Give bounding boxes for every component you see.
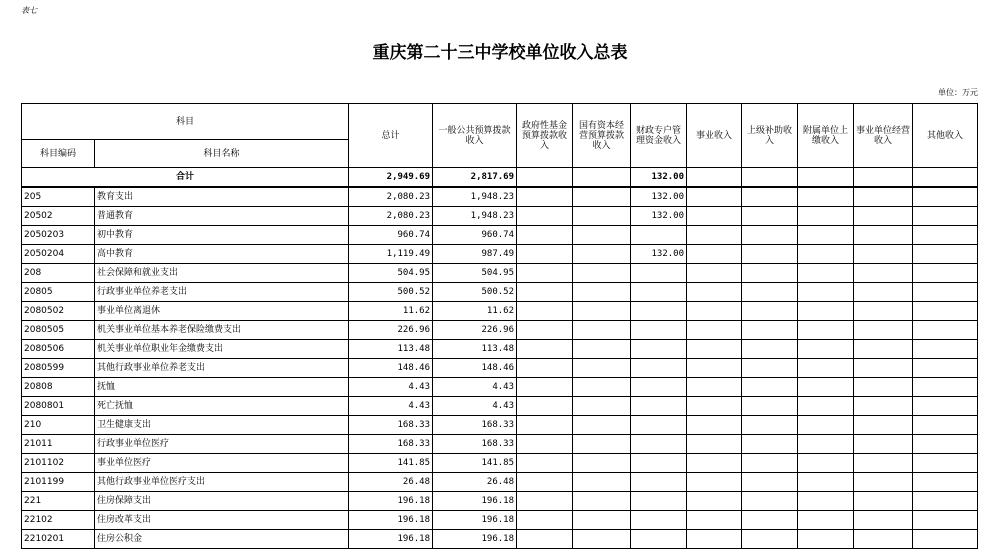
subject-code-cell: 205 xyxy=(22,187,95,207)
operating-income-cell xyxy=(854,435,913,454)
operating-income-cell xyxy=(854,321,913,340)
fiscal-special-cell xyxy=(631,283,687,302)
superior-subsidy-cell xyxy=(742,378,798,397)
total-amount-cell: 168.33 xyxy=(349,416,433,435)
business-income-cell xyxy=(687,302,742,321)
other-income-cell xyxy=(913,187,978,207)
fiscal-special-header: 财政专户管理资金收入 xyxy=(631,104,687,168)
affiliated-income-cell xyxy=(798,245,854,264)
subject-name-cell: 高中教育 xyxy=(95,245,349,264)
affiliated-income-cell xyxy=(798,435,854,454)
subject-code-cell: 2210201 xyxy=(22,530,95,549)
gov-fund-cell xyxy=(517,264,573,283)
other-income-cell xyxy=(913,226,978,245)
other-income-cell xyxy=(913,511,978,530)
affiliated-income-cell xyxy=(798,492,854,511)
operating-income-cell xyxy=(854,187,913,207)
other-income-cell xyxy=(913,359,978,378)
subject-name-cell: 普通教育 xyxy=(95,207,349,226)
operating-income-cell xyxy=(854,454,913,473)
gov-fund-cell xyxy=(517,397,573,416)
superior-subsidy-cell xyxy=(742,340,798,359)
general-budget-cell: 113.48 xyxy=(433,340,517,359)
subject-code-cell: 2050204 xyxy=(22,245,95,264)
total-amount-cell: 196.18 xyxy=(349,530,433,549)
state-capital-cell xyxy=(573,245,631,264)
general-budget-cell: 987.49 xyxy=(433,245,517,264)
affiliated-income-cell xyxy=(798,416,854,435)
gov-fund-cell xyxy=(517,435,573,454)
gov-fund-cell xyxy=(517,416,573,435)
total-amount-cell: 26.48 xyxy=(349,473,433,492)
subject-name-cell: 死亡抚恤 xyxy=(95,397,349,416)
fiscal-special-cell xyxy=(631,397,687,416)
table-row xyxy=(22,187,978,207)
operating-income-cell xyxy=(854,283,913,302)
subject-code-header: 科目编码 xyxy=(22,140,95,168)
subject-name-cell: 住房改革支出 xyxy=(95,511,349,530)
total-label: 合计 xyxy=(22,168,349,188)
state-capital-cell xyxy=(573,321,631,340)
business-income-cell xyxy=(687,511,742,530)
total-amount-cell: 2,949.69 xyxy=(349,168,433,188)
other-income-cell xyxy=(913,321,978,340)
business-income-cell xyxy=(687,378,742,397)
total-amount-cell: 504.95 xyxy=(349,264,433,283)
business-income-cell xyxy=(687,264,742,283)
operating-income-cell xyxy=(854,264,913,283)
general-budget-cell: 196.18 xyxy=(433,492,517,511)
affiliated-income-cell xyxy=(798,397,854,416)
business-income-cell xyxy=(687,454,742,473)
general-budget-cell: 4.43 xyxy=(433,378,517,397)
affiliated-income-cell xyxy=(798,378,854,397)
table-row xyxy=(22,378,978,397)
table-row xyxy=(22,207,978,226)
gov-fund-cell xyxy=(517,530,573,549)
affiliated-income-cell xyxy=(798,340,854,359)
gov-fund-cell xyxy=(517,245,573,264)
operating-income-cell xyxy=(854,378,913,397)
affiliated-income-header: 附属单位上缴收入 xyxy=(798,104,854,168)
subject-code-cell: 221 xyxy=(22,492,95,511)
general-budget-cell: 4.43 xyxy=(433,397,517,416)
business-income-cell xyxy=(687,416,742,435)
business-income-cell xyxy=(687,207,742,226)
gov-fund-cell xyxy=(517,226,573,245)
other-income-cell xyxy=(913,340,978,359)
total-amount-cell: 960.74 xyxy=(349,226,433,245)
total-amount-cell: 168.33 xyxy=(349,435,433,454)
superior-subsidy-cell xyxy=(742,187,798,207)
fiscal-special-cell xyxy=(631,492,687,511)
general-budget-cell: 148.46 xyxy=(433,359,517,378)
state-capital-cell xyxy=(573,340,631,359)
fiscal-special-cell: 132.00 xyxy=(631,187,687,207)
general-budget-cell: 500.52 xyxy=(433,283,517,302)
empty-cell xyxy=(687,168,742,188)
business-income-cell xyxy=(687,245,742,264)
subject-name-cell: 住房公积金 xyxy=(95,530,349,549)
table-row xyxy=(22,397,978,416)
affiliated-income-cell xyxy=(798,359,854,378)
gov-fund-cell xyxy=(517,187,573,207)
general-budget-cell: 1,948.23 xyxy=(433,207,517,226)
table-row xyxy=(22,511,978,530)
table-body xyxy=(22,168,978,549)
state-capital-cell xyxy=(573,359,631,378)
gov-fund-cell xyxy=(517,340,573,359)
state-capital-cell xyxy=(573,378,631,397)
operating-income-cell xyxy=(854,226,913,245)
state-capital-cell xyxy=(573,283,631,302)
superior-subsidy-cell xyxy=(742,492,798,511)
gov-fund-header: 政府性基金预算拨款收入 xyxy=(517,104,573,168)
document-title: 重庆第二十三中学校单位收入总表 xyxy=(372,43,628,63)
table-row xyxy=(22,492,978,511)
affiliated-income-cell xyxy=(798,207,854,226)
general-budget-cell: 196.18 xyxy=(433,511,517,530)
affiliated-income-cell xyxy=(798,226,854,245)
state-capital-cell xyxy=(573,302,631,321)
table-row xyxy=(22,302,978,321)
total-amount-cell: 4.43 xyxy=(349,378,433,397)
fiscal-special-cell xyxy=(631,302,687,321)
other-income-cell xyxy=(913,378,978,397)
fiscal-special-cell: 132.00 xyxy=(631,207,687,226)
operating-income-header: 事业单位经营收入 xyxy=(854,104,913,168)
total-amount-cell: 141.85 xyxy=(349,454,433,473)
affiliated-income-cell xyxy=(798,511,854,530)
state-capital-cell xyxy=(573,264,631,283)
affiliated-income-cell xyxy=(798,321,854,340)
superior-subsidy-header: 上级补助收入 xyxy=(742,104,798,168)
total-amount-cell: 226.96 xyxy=(349,321,433,340)
state-capital-cell xyxy=(573,454,631,473)
operating-income-cell xyxy=(854,359,913,378)
general-budget-cell: 26.48 xyxy=(433,473,517,492)
business-income-cell xyxy=(687,473,742,492)
affiliated-income-cell xyxy=(798,530,854,549)
affiliated-income-cell xyxy=(798,302,854,321)
total-amount-cell: 196.18 xyxy=(349,511,433,530)
state-capital-cell xyxy=(573,473,631,492)
subject-name-cell: 卫生健康支出 xyxy=(95,416,349,435)
subject-code-cell: 2080801 xyxy=(22,397,95,416)
gov-fund-cell xyxy=(517,492,573,511)
operating-income-cell xyxy=(854,397,913,416)
table-row xyxy=(22,530,978,549)
fiscal-special-cell xyxy=(631,416,687,435)
affiliated-income-cell xyxy=(798,264,854,283)
fiscal-special-cell xyxy=(631,435,687,454)
empty-cell xyxy=(517,168,573,188)
total-amount-cell: 11.62 xyxy=(349,302,433,321)
superior-subsidy-cell xyxy=(742,530,798,549)
subject-code-cell: 2050203 xyxy=(22,226,95,245)
superior-subsidy-cell xyxy=(742,207,798,226)
state-capital-cell xyxy=(573,187,631,207)
general-budget-cell: 960.74 xyxy=(433,226,517,245)
general-budget-cell: 196.18 xyxy=(433,530,517,549)
subject-name-header: 科目名称 xyxy=(95,140,349,168)
total-header: 总计 xyxy=(349,104,433,168)
subject-name-cell: 机关事业单位职业年金缴费支出 xyxy=(95,340,349,359)
operating-income-cell xyxy=(854,245,913,264)
business-income-cell xyxy=(687,321,742,340)
other-income-cell xyxy=(913,264,978,283)
table-row xyxy=(22,435,978,454)
empty-cell xyxy=(913,168,978,188)
subject-name-cell: 初中教育 xyxy=(95,226,349,245)
subject-code-cell: 2101199 xyxy=(22,473,95,492)
state-capital-cell xyxy=(573,435,631,454)
other-income-cell xyxy=(913,492,978,511)
subject-code-cell: 22102 xyxy=(22,511,95,530)
general-budget-header: 一般公共预算拨款收入 xyxy=(433,104,517,168)
other-income-cell xyxy=(913,416,978,435)
subject-name-cell: 行政事业单位医疗 xyxy=(95,435,349,454)
table-row xyxy=(22,416,978,435)
business-income-cell xyxy=(687,492,742,511)
fiscal-special-cell xyxy=(631,226,687,245)
table-number: 表七 xyxy=(21,6,37,15)
business-income-cell xyxy=(687,187,742,207)
subject-name-cell: 行政事业单位养老支出 xyxy=(95,283,349,302)
empty-cell xyxy=(798,168,854,188)
general-budget-cell: 504.95 xyxy=(433,264,517,283)
subject-name-cell: 其他行政事业单位医疗支出 xyxy=(95,473,349,492)
operating-income-cell xyxy=(854,492,913,511)
table-row xyxy=(22,226,978,245)
business-income-cell xyxy=(687,340,742,359)
general-budget-cell: 1,948.23 xyxy=(433,187,517,207)
other-income-cell xyxy=(913,454,978,473)
general-budget-cell: 226.96 xyxy=(433,321,517,340)
subject-name-cell: 社会保障和就业支出 xyxy=(95,264,349,283)
state-capital-cell xyxy=(573,207,631,226)
operating-income-cell xyxy=(854,207,913,226)
total-amount-cell: 2,080.23 xyxy=(349,207,433,226)
gov-fund-cell xyxy=(517,359,573,378)
subject-code-cell: 2080505 xyxy=(22,321,95,340)
subject-code-cell: 2080502 xyxy=(22,302,95,321)
income-summary-table xyxy=(21,103,978,549)
superior-subsidy-cell xyxy=(742,283,798,302)
total-amount-cell: 113.48 xyxy=(349,340,433,359)
table-row xyxy=(22,321,978,340)
general-budget-cell: 141.85 xyxy=(433,454,517,473)
gov-fund-cell xyxy=(517,473,573,492)
total-general-budget-cell: 2,817.69 xyxy=(433,168,517,188)
gov-fund-cell xyxy=(517,207,573,226)
fiscal-special-cell xyxy=(631,378,687,397)
superior-subsidy-cell xyxy=(742,226,798,245)
total-amount-cell: 1,119.49 xyxy=(349,245,433,264)
table-row xyxy=(22,283,978,302)
subject-name-cell: 事业单位离退休 xyxy=(95,302,349,321)
superior-subsidy-cell xyxy=(742,435,798,454)
operating-income-cell xyxy=(854,302,913,321)
subject-name-cell: 机关事业单位基本养老保险缴费支出 xyxy=(95,321,349,340)
state-capital-cell xyxy=(573,397,631,416)
other-income-cell xyxy=(913,530,978,549)
operating-income-cell xyxy=(854,511,913,530)
fiscal-special-cell xyxy=(631,340,687,359)
other-income-cell xyxy=(913,473,978,492)
subject-code-cell: 208 xyxy=(22,264,95,283)
fiscal-special-cell: 132.00 xyxy=(631,245,687,264)
affiliated-income-cell xyxy=(798,283,854,302)
gov-fund-cell xyxy=(517,454,573,473)
fiscal-special-cell xyxy=(631,359,687,378)
other-income-header: 其他收入 xyxy=(913,104,978,168)
superior-subsidy-cell xyxy=(742,359,798,378)
general-budget-cell: 11.62 xyxy=(433,302,517,321)
subject-code-cell: 2080506 xyxy=(22,340,95,359)
fiscal-special-cell xyxy=(631,530,687,549)
table-row xyxy=(22,264,978,283)
fiscal-special-cell xyxy=(631,264,687,283)
superior-subsidy-cell xyxy=(742,264,798,283)
affiliated-income-cell xyxy=(798,454,854,473)
total-row xyxy=(22,168,978,188)
state-capital-cell xyxy=(573,416,631,435)
subject-code-cell: 20805 xyxy=(22,283,95,302)
gov-fund-cell xyxy=(517,511,573,530)
fiscal-special-cell xyxy=(631,511,687,530)
operating-income-cell xyxy=(854,530,913,549)
state-capital-cell xyxy=(573,226,631,245)
business-income-cell xyxy=(687,226,742,245)
operating-income-cell xyxy=(854,416,913,435)
general-budget-cell: 168.33 xyxy=(433,435,517,454)
total-amount-cell: 4.43 xyxy=(349,397,433,416)
fiscal-special-cell xyxy=(631,454,687,473)
total-amount-cell: 196.18 xyxy=(349,492,433,511)
superior-subsidy-cell xyxy=(742,397,798,416)
superior-subsidy-cell xyxy=(742,454,798,473)
table-row xyxy=(22,473,978,492)
gov-fund-cell xyxy=(517,378,573,397)
business-income-cell xyxy=(687,435,742,454)
total-amount-cell: 2,080.23 xyxy=(349,187,433,207)
state-capital-cell xyxy=(573,492,631,511)
table-row xyxy=(22,359,978,378)
subject-code-cell: 20808 xyxy=(22,378,95,397)
other-income-cell xyxy=(913,435,978,454)
fiscal-special-cell xyxy=(631,321,687,340)
subject-name-cell: 其他行政事业单位养老支出 xyxy=(95,359,349,378)
affiliated-income-cell xyxy=(798,187,854,207)
other-income-cell xyxy=(913,207,978,226)
subject-name-cell: 住房保障支出 xyxy=(95,492,349,511)
subject-header: 科目 xyxy=(22,104,349,140)
table-row xyxy=(22,454,978,473)
superior-subsidy-cell xyxy=(742,511,798,530)
subject-name-cell: 教育支出 xyxy=(95,187,349,207)
state-capital-header: 国有资本经营预算拨款收入 xyxy=(573,104,631,168)
gov-fund-cell xyxy=(517,302,573,321)
business-income-cell xyxy=(687,397,742,416)
subject-code-cell: 20502 xyxy=(22,207,95,226)
table-row xyxy=(22,245,978,264)
other-income-cell xyxy=(913,245,978,264)
operating-income-cell xyxy=(854,473,913,492)
superior-subsidy-cell xyxy=(742,245,798,264)
other-income-cell xyxy=(913,283,978,302)
subject-code-cell: 210 xyxy=(22,416,95,435)
business-income-cell xyxy=(687,359,742,378)
other-income-cell xyxy=(913,302,978,321)
gov-fund-cell xyxy=(517,321,573,340)
business-income-cell xyxy=(687,283,742,302)
affiliated-income-cell xyxy=(798,473,854,492)
total-amount-cell: 148.46 xyxy=(349,359,433,378)
empty-cell xyxy=(854,168,913,188)
empty-cell xyxy=(742,168,798,188)
subject-code-cell: 2101102 xyxy=(22,454,95,473)
business-income-cell xyxy=(687,530,742,549)
state-capital-cell xyxy=(573,530,631,549)
general-budget-cell: 168.33 xyxy=(433,416,517,435)
subject-name-cell: 事业单位医疗 xyxy=(95,454,349,473)
superior-subsidy-cell xyxy=(742,321,798,340)
total-fiscal-special-cell: 132.00 xyxy=(631,168,687,188)
other-income-cell xyxy=(913,397,978,416)
gov-fund-cell xyxy=(517,283,573,302)
unit-label: 单位：万元 xyxy=(938,88,978,97)
superior-subsidy-cell xyxy=(742,302,798,321)
superior-subsidy-cell xyxy=(742,473,798,492)
subject-code-cell: 2080599 xyxy=(22,359,95,378)
total-amount-cell: 500.52 xyxy=(349,283,433,302)
business-income-header: 事业收入 xyxy=(687,104,742,168)
table-row xyxy=(22,340,978,359)
subject-name-cell: 抚恤 xyxy=(95,378,349,397)
state-capital-cell xyxy=(573,511,631,530)
subject-code-cell: 21011 xyxy=(22,435,95,454)
superior-subsidy-cell xyxy=(742,416,798,435)
fiscal-special-cell xyxy=(631,473,687,492)
empty-cell xyxy=(573,168,631,188)
operating-income-cell xyxy=(854,340,913,359)
